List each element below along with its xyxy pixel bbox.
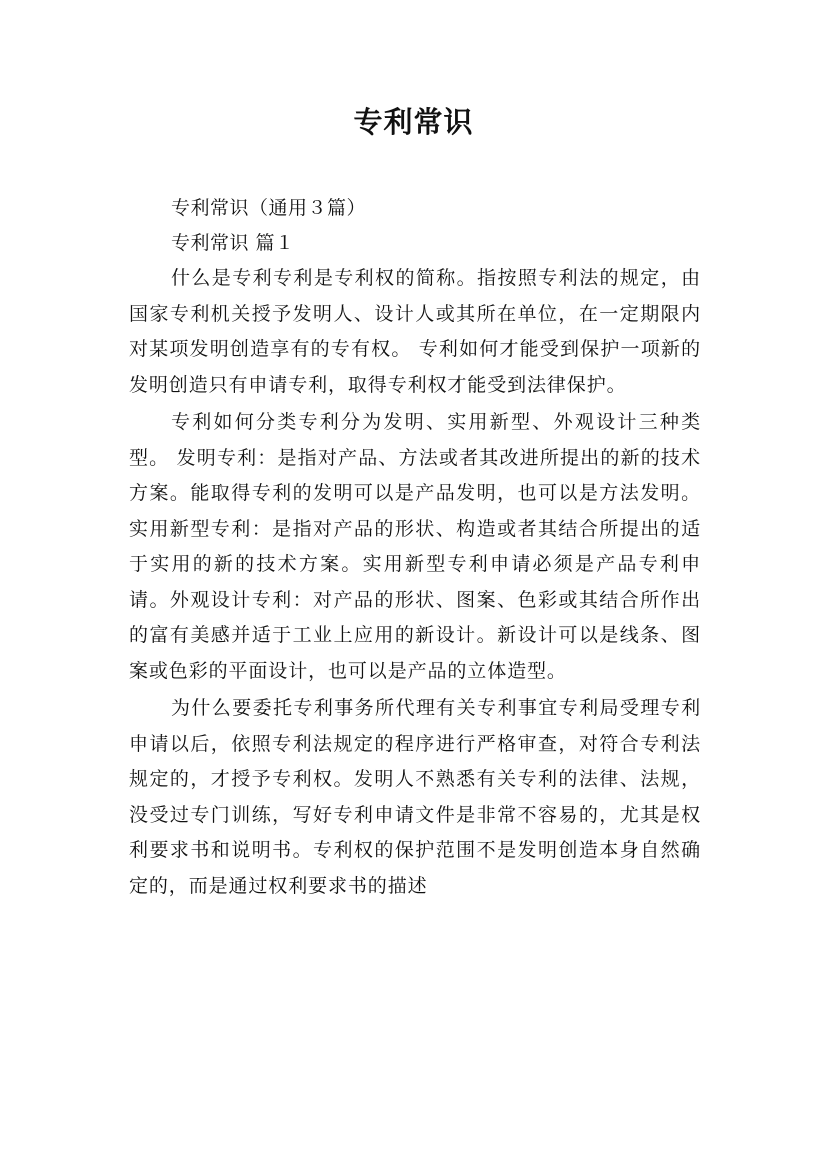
body-paragraph: 为什么要委托专利事务所代理有关专利事宜专利局受理专利申请以后，依照专利法规定的程序进行严格审查，对符合专利法规定的，才授予专利权。发明人不熟悉有关专利的法律、法规，没受过专门训练，写好专利申请文件是非常不容易的，尤其是权利要求书和说明书。专利权的保护范围不是发明创造本身自然确定的，而是通过权利要求书的描述 <box>129 697 701 897</box>
section-heading: 专利常识 篇１ <box>171 232 295 254</box>
body-paragraph: 专利如何分类专利分为发明、实用新型、外观设计三种类型。 发明专利：是指对产品、方法或者其改进所提出的新的技术方案。能取得专利的发明可以是产品发明，也可以是方法发明。实用新型专利：是指对产品的形状、构造或者其结合所提出的适于实用的新的技术方案。实用新型专利申请必须是产品专利申请。外观设计专利：对产品的形状、图案、色彩或其结合所作出的富有美感并适于工业上应用的新设计。新设计可以是线条、图案或色彩的平面设计，也可以是产品的立体造型。 <box>129 411 701 682</box>
document-body <box>129 191 701 904</box>
body-paragraph: 什么是专利专利是专利权的简称。指按照专利法的规定，由国家专利机关授予发明人、设计人或其所在单位，在一定期限内对某项发明创造享有的专有权。 专利如何才能受到保护一项新的发明创造只有申请专利，取得专利权才能受到法律保护。 <box>129 267 701 396</box>
document-title: 专利常识 <box>353 105 474 139</box>
document-subtitle: 专利常识（通用３篇） <box>171 197 367 219</box>
